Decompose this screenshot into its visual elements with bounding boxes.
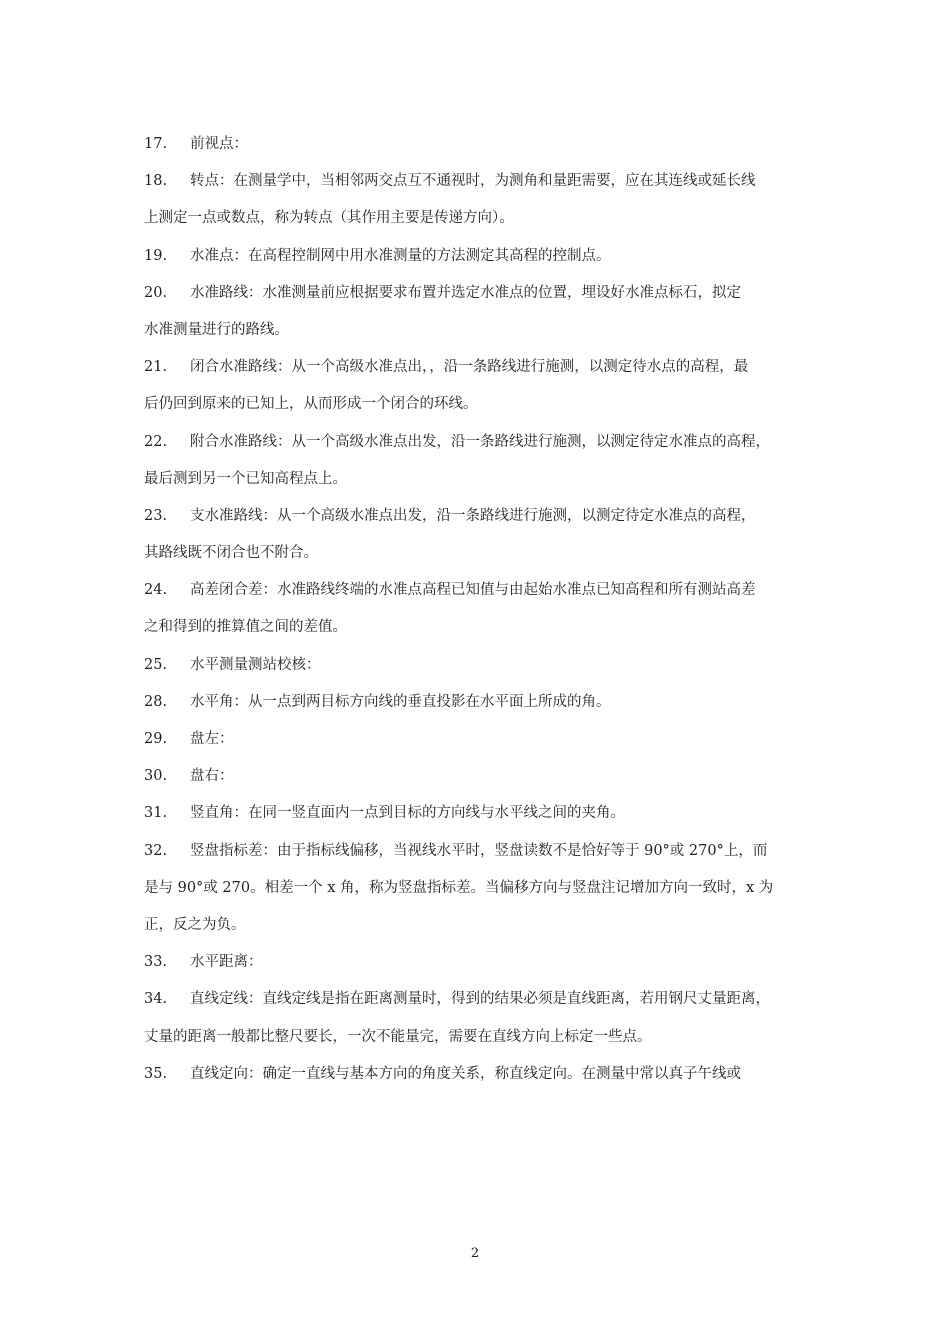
entry-number: 21. <box>144 359 168 376</box>
document-body <box>144 126 824 1093</box>
entry-line <box>144 535 824 572</box>
page-number: 2 <box>470 1246 480 1261</box>
entry-text: 直线定线：直线定线是指在距离测量时，得到的结果必须是直线距离，若用钢尺丈量距离， <box>190 991 770 1008</box>
entry-line <box>144 275 824 312</box>
definition-entry <box>144 349 824 423</box>
entry-line <box>144 647 824 684</box>
entry-line <box>144 1056 824 1093</box>
entry-line <box>144 572 824 609</box>
entry-line <box>144 312 824 349</box>
definition-entry <box>144 572 824 646</box>
entry-text: 竖盘指标差：由于指标线偏移，当视线水平时，竖盘读数不是恰好等于 90°或 270°上，而 <box>190 842 768 859</box>
definition-entry <box>144 275 824 349</box>
definition-entry <box>144 758 824 795</box>
entry-text: 支水准路线：从一个高级水准点出发，沿一条路线进行施测，以测定待定水准点的高程， <box>190 507 756 524</box>
definition-entry <box>144 795 824 832</box>
entry-text: 后仍回到原来的已知上，从而形成一个闭合的环线。 <box>144 396 478 413</box>
entry-line <box>144 498 824 535</box>
entry-text: 水准点：在高程控制网中用水准测量的方法测定其高程的控制点。 <box>190 247 611 264</box>
definition-entry <box>144 498 824 572</box>
entry-text: 高差闭合差：水准路线终端的水准点高程已知值与由起始水准点已知高程和所有测站高差 <box>190 582 756 599</box>
entry-number: 17. <box>144 136 168 152</box>
entry-line <box>144 238 824 275</box>
entry-text: 盘左： <box>190 731 234 747</box>
entry-number: 32. <box>144 842 168 859</box>
definition-entry <box>144 981 824 1055</box>
entry-text: 丈量的距离一般都比整尺要长，一次不能量完，需要在直线方向上标定一些点。 <box>144 1028 652 1045</box>
entry-line <box>144 907 824 944</box>
definition-entry <box>144 833 824 945</box>
entry-line <box>144 795 824 832</box>
entry-number: 18. <box>144 173 168 190</box>
entry-line <box>144 758 824 795</box>
entry-line <box>144 163 824 200</box>
entry-number: 19. <box>144 247 168 264</box>
definition-entry <box>144 238 824 275</box>
entry-line <box>144 981 824 1018</box>
entry-text: 附合水准路线：从一个高级水准点出发，沿一条路线进行施测，以测定待定水准点的高程， <box>190 433 770 450</box>
entry-text: 其路线既不闭合也不附合。 <box>144 545 318 562</box>
entry-number: 23. <box>144 507 168 524</box>
entry-text: 是与 90°或 270。相差一个 x 角，称为竖盘指标差。当偏移方向与竖盘注记增加方向一致时，x 为 <box>144 879 774 896</box>
entry-line <box>144 684 824 721</box>
entry-text: 转点：在测量学中，当相邻两交点互不通视时，为测角和量距需要，应在其连线或延长线 <box>190 173 756 190</box>
entry-text: 水平距离： <box>190 954 263 971</box>
entry-number: 29. <box>144 731 168 747</box>
entry-number: 35. <box>144 1065 168 1082</box>
entry-text: 闭合水准路线：从一个高级水准点出，，沿一条路线进行施测，以测定待水点的高程，最 <box>190 359 749 376</box>
entry-line <box>144 721 824 758</box>
definition-entry <box>144 721 824 758</box>
entry-number: 34. <box>144 991 168 1008</box>
definition-entry <box>144 1056 824 1093</box>
entry-number: 31. <box>144 805 168 822</box>
entry-line <box>144 424 824 461</box>
entry-number: 30. <box>144 768 168 785</box>
entry-number: 25. <box>144 656 168 673</box>
entry-line <box>144 126 824 163</box>
definition-entry <box>144 944 824 981</box>
entry-line <box>144 386 824 423</box>
entry-line <box>144 349 824 386</box>
entry-number: 33. <box>144 954 168 971</box>
entry-text: 水平测量测站校核： <box>190 656 321 673</box>
definition-entry <box>144 163 824 237</box>
entry-text: 竖直角：在同一竖直面内一点到目标的方向线与水平线之间的夹角。 <box>190 805 625 822</box>
entry-text: 上测定一点或数点，称为转点（其作用主要是传递方向）。 <box>144 210 514 227</box>
entry-text: 最后测到另一个已知高程点上。 <box>144 470 347 487</box>
entry-line <box>144 833 824 870</box>
entry-number: 22. <box>144 433 168 450</box>
entry-text: 水准测量进行的路线。 <box>144 321 289 338</box>
entry-text: 正，反之为负。 <box>144 916 246 933</box>
entry-text: 之和得到的推算值之间的差值。 <box>144 619 347 636</box>
entry-number: 24. <box>144 582 168 599</box>
entry-text: 水准路线：水准测量前应根据要求布置并选定水准点的位置，埋设好水准点标石，拟定 <box>190 284 741 301</box>
entry-line <box>144 944 824 981</box>
entry-line <box>144 1019 824 1056</box>
definition-entry <box>144 126 824 163</box>
entry-number: 28. <box>144 693 168 710</box>
definition-entry <box>144 647 824 684</box>
entry-text: 前视点： <box>190 136 248 152</box>
entry-text: 直线定向：确定一直线与基本方向的角度关系，称直线定向。在测量中常以真子午线或 <box>190 1065 741 1082</box>
entry-line <box>144 461 824 498</box>
definition-entry <box>144 684 824 721</box>
entry-line <box>144 609 824 646</box>
entry-line <box>144 200 824 237</box>
entry-number: 20. <box>144 284 168 301</box>
entry-line <box>144 870 824 907</box>
entry-text: 水平角：从一点到两目标方向线的垂直投影在水平面上所成的角。 <box>190 693 611 710</box>
definition-entry <box>144 424 824 498</box>
entry-text: 盘右： <box>190 768 234 785</box>
